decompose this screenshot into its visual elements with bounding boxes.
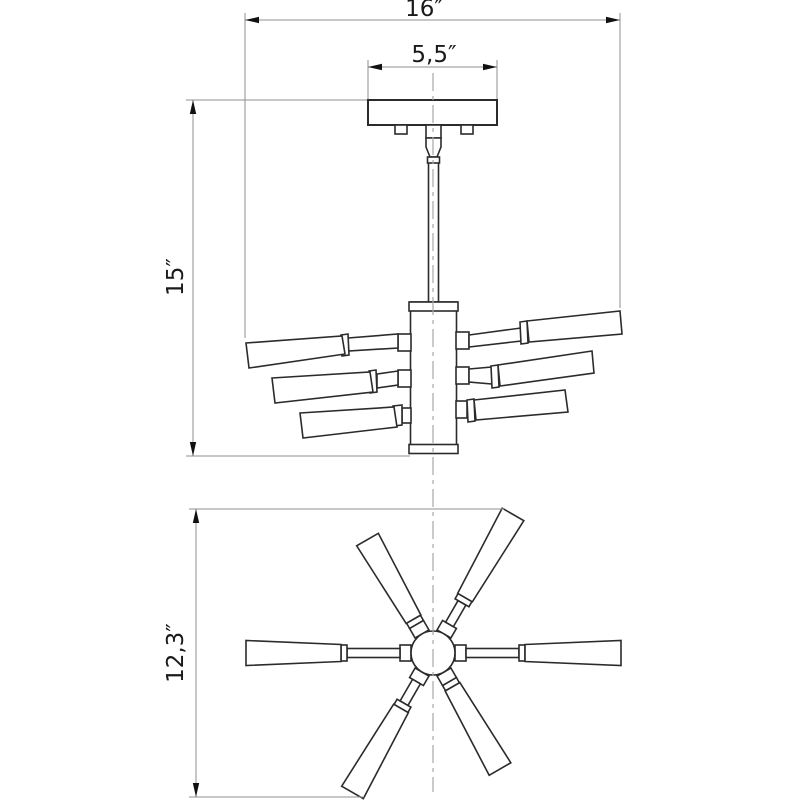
arm-rod <box>347 649 400 658</box>
arrowhead-bottom <box>193 783 199 797</box>
arm-left-middle <box>272 370 411 403</box>
lamp-shade <box>357 533 425 625</box>
plan-arm-right <box>455 641 621 666</box>
front-view <box>246 100 622 454</box>
arrowhead-bottom <box>190 442 196 456</box>
lamp-shade <box>527 311 622 342</box>
lamp-shade <box>300 407 397 438</box>
arm-connector <box>402 408 411 423</box>
arm-right-middle <box>456 351 594 388</box>
arm-left-bottom <box>300 405 411 438</box>
arm-right-top <box>456 311 622 349</box>
lamp-shade <box>342 702 412 799</box>
arm-rod <box>348 334 398 351</box>
plan-arm-lower-left <box>342 666 433 799</box>
lamp-shade <box>246 336 345 368</box>
canopy-mount-tab-left <box>395 125 407 134</box>
plan-arm-upper-left <box>357 533 433 640</box>
arm-connector <box>400 645 411 661</box>
arm-connector <box>456 332 469 349</box>
lamp-shade <box>454 508 524 604</box>
arm-collar <box>341 645 347 661</box>
plan-arm-lower-right <box>433 666 511 775</box>
dim-plan-diameter-label: 12,3″ <box>163 623 189 683</box>
dim-overall-height-label: 15″ <box>163 258 189 296</box>
lamp-shade <box>525 641 621 666</box>
arm-connector <box>455 645 466 661</box>
arm-connector <box>398 334 411 351</box>
arrowhead-right <box>483 64 497 70</box>
arm-connector <box>456 401 467 418</box>
lamp-shade <box>474 390 568 420</box>
arm-rod <box>469 328 521 347</box>
dim-canopy-width-label: 5,5″ <box>411 42 457 68</box>
arrowhead-right <box>606 17 620 23</box>
arm-rod <box>400 679 420 705</box>
lamp-shade <box>498 351 594 386</box>
arm-rod <box>446 601 466 627</box>
arrowhead-left <box>245 17 259 23</box>
lamp-shade <box>442 681 511 776</box>
arm-right-bottom <box>456 390 568 422</box>
arm-rod <box>377 371 398 388</box>
arm-rod <box>469 367 492 384</box>
plan-arm-left <box>246 641 411 666</box>
plan-arm-upper-right <box>433 508 524 640</box>
arm-collar <box>519 645 525 661</box>
lamp-shade <box>272 372 373 403</box>
arm-rod <box>466 649 519 658</box>
dimension-overall-height <box>163 100 410 456</box>
arrowhead-left <box>368 64 382 70</box>
arrowhead-top <box>193 509 199 523</box>
dim-overall-width-label: 16″ <box>405 0 443 22</box>
canopy-mount-tab-right <box>461 125 473 134</box>
arrowhead-top <box>190 100 196 114</box>
arm-left-top <box>246 334 411 368</box>
lamp-shade <box>246 641 341 666</box>
arm-connector <box>398 370 411 387</box>
arm-connector <box>456 367 469 384</box>
